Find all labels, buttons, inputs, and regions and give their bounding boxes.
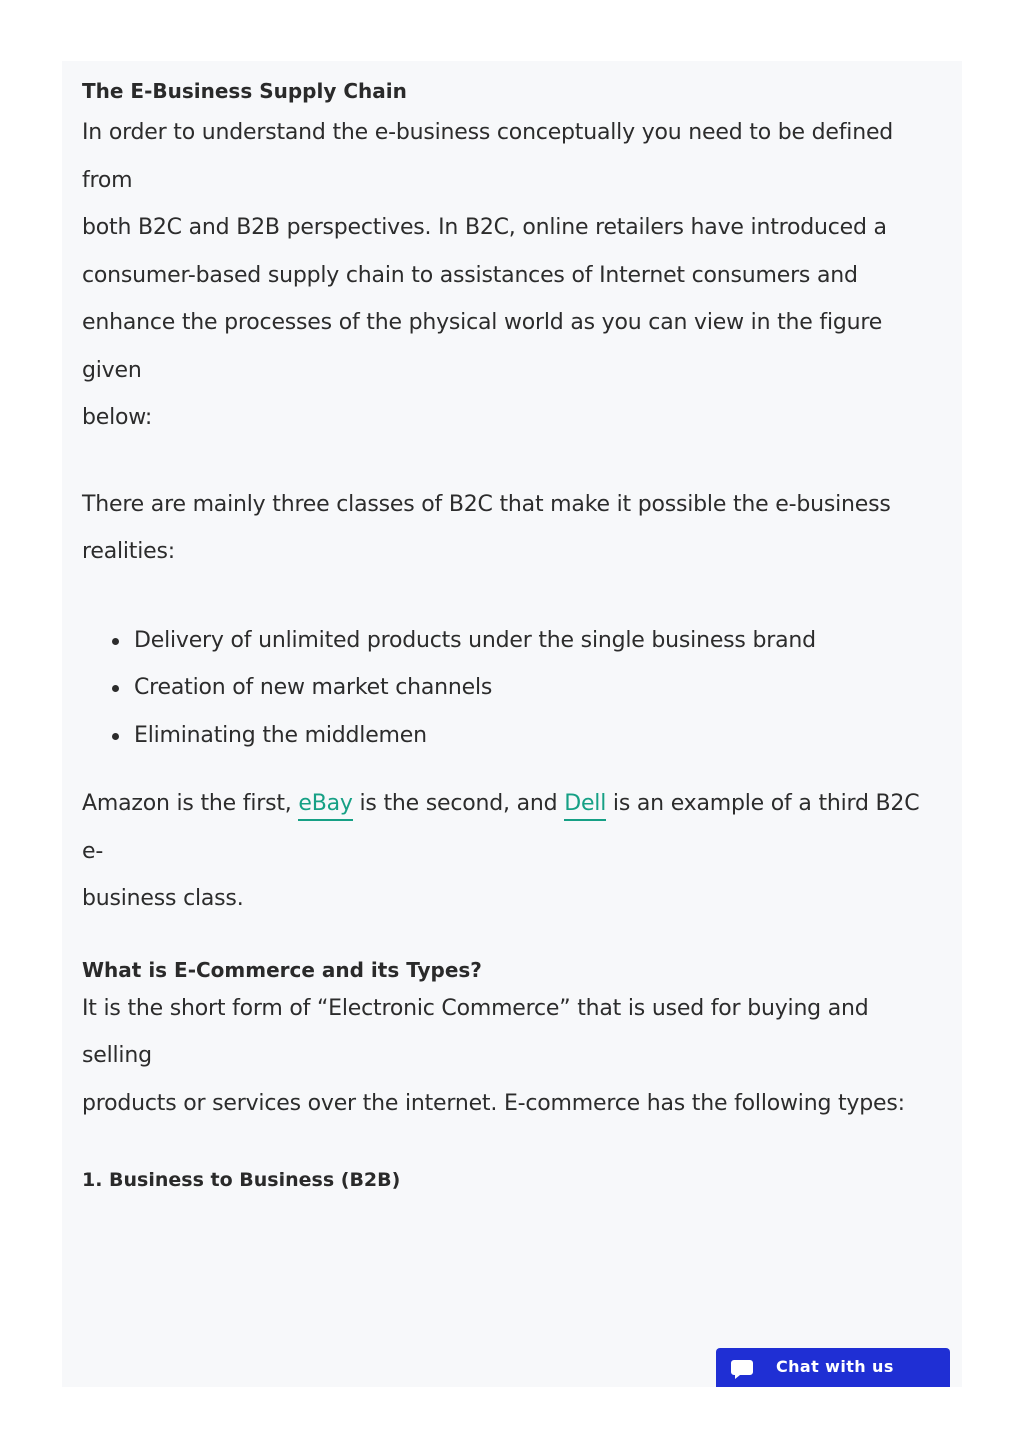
paragraph-intro <box>82 109 942 442</box>
list-item-text: Delivery of unlimited products under the single business brand <box>134 627 816 653</box>
list-item-text: Eliminating the middlemen <box>134 722 427 748</box>
paragraph-line: It is the short form of “Electronic Commerce” that is used for buying and selling <box>82 995 869 1068</box>
paragraph-line: There are mainly three classes of B2C that make it possible the e-business <box>82 491 891 517</box>
text-fragment: Amazon is the first, <box>82 791 299 816</box>
paragraph-line: business class. <box>82 886 244 911</box>
text-fragment: is an example of a third B2C e- <box>82 791 920 864</box>
b2c-classes-list <box>82 617 942 760</box>
paragraph-ecommerce-definition <box>82 985 942 1128</box>
section-heading-ecommerce-types: What is E-Commerce and its Types? <box>82 957 482 982</box>
section-heading-supply-chain: The E-Business Supply Chain <box>82 79 407 103</box>
ebay-link[interactable]: eBay <box>298 791 352 821</box>
paragraph-b2c-classes <box>82 481 942 576</box>
bullet-icon <box>112 638 119 645</box>
paragraph-line: below: <box>82 405 153 430</box>
paragraph-line: enhance the processes of the physical world as you can view in the figure given <box>82 310 883 383</box>
paragraph-line: both B2C and B2B perspectives. In B2C, online retailers have introduced a <box>82 215 887 240</box>
paragraph-line: In order to understand the e-business conceptually you need to be defined from <box>82 120 894 193</box>
subheading-b2b: 1. Business to Business (B2B) <box>82 1169 401 1191</box>
paragraph-line <box>82 780 942 875</box>
paragraph-line: realities: <box>82 539 175 564</box>
chat-widget-button[interactable] <box>716 1348 950 1387</box>
paragraph-examples <box>82 780 942 923</box>
bullet-icon <box>112 685 119 692</box>
text-fragment: is the second, and <box>352 791 565 816</box>
list-item <box>82 664 942 712</box>
chat-bubble-icon <box>730 1357 754 1381</box>
list-item <box>82 617 942 665</box>
paragraph-line: products or services over the internet. E-commerce has the following types: <box>82 1090 905 1116</box>
dell-link[interactable]: Dell <box>564 791 606 821</box>
list-item-text: Creation of new market channels <box>134 675 493 700</box>
list-item <box>82 712 942 760</box>
paragraph-line: consumer-based supply chain to assistances of Internet consumers and <box>82 262 858 288</box>
bullet-icon <box>112 733 119 740</box>
article-content <box>62 61 962 1387</box>
chat-widget-label: Chat with us <box>776 1357 894 1376</box>
